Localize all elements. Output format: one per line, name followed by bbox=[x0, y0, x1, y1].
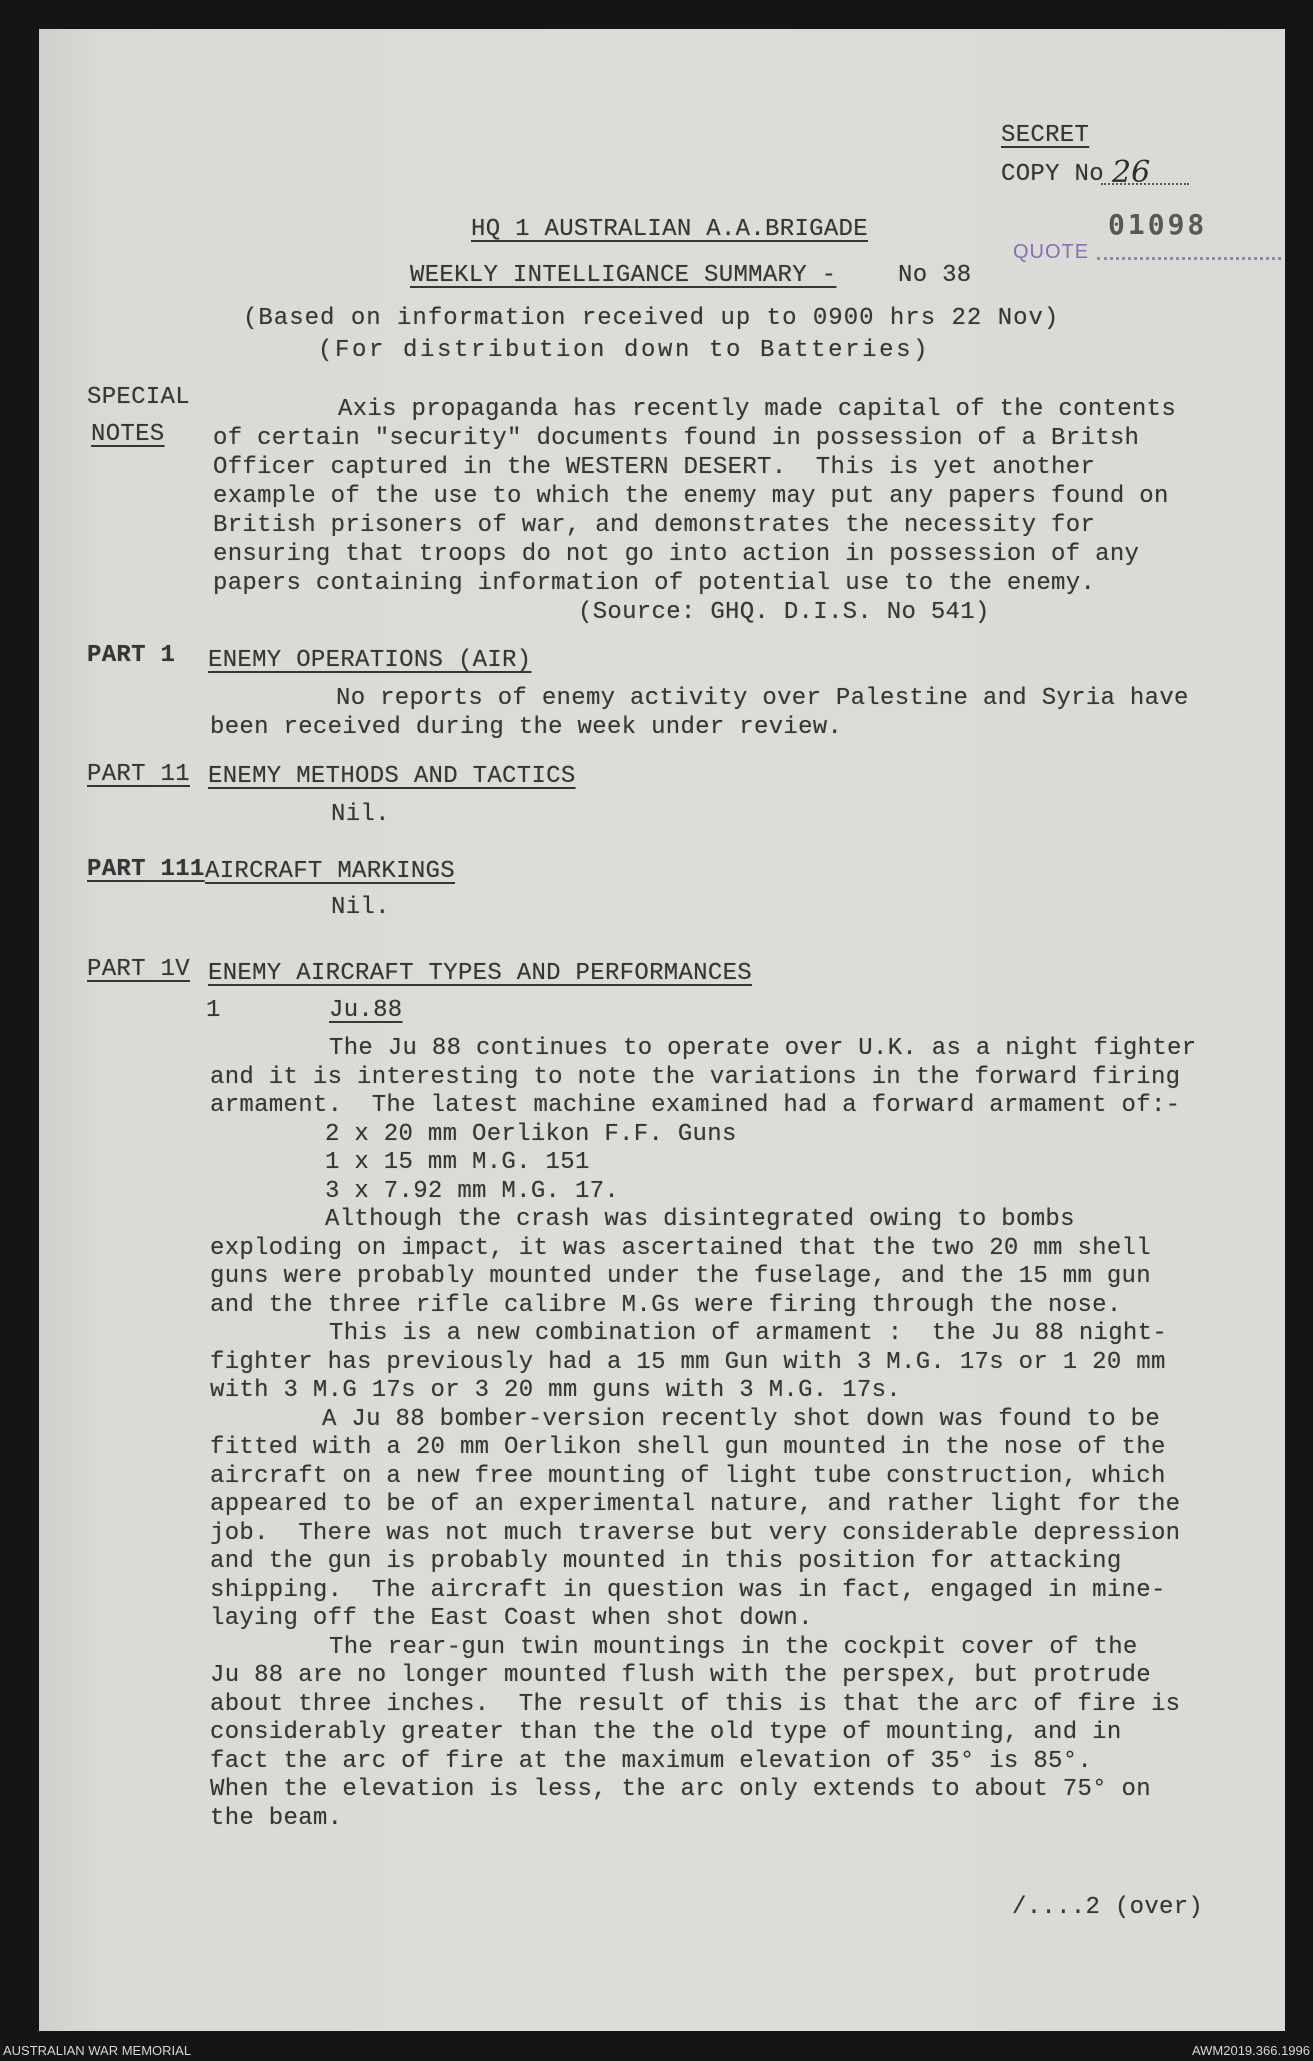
armament-list-item: 3 x 7.92 mm M.G. 17. bbox=[325, 1177, 620, 1205]
footer-accession-number: AWM2019.366.1996 bbox=[1191, 2043, 1310, 2058]
part-1-heading: ENEMY OPERATIONS (AIR) bbox=[208, 647, 532, 674]
special-notes-line: of certain "security" documents found in possession of a Britsh bbox=[213, 425, 1140, 452]
part-4-heading: ENEMY AIRCRAFT TYPES AND PERFORMANCES bbox=[208, 960, 752, 987]
part-4-line: the beam. bbox=[210, 1804, 343, 1832]
information-basis: (Based on information received up to 0900 hrs 22 Nov) bbox=[243, 305, 1060, 332]
special-notes-label-top: SPECIAL bbox=[87, 384, 190, 411]
quote-stamp-dotted-line bbox=[1097, 257, 1281, 260]
part-4-line: with 3 M.G 17s or 3 20 mm guns with 3 M.G. 17s. bbox=[210, 1377, 902, 1404]
special-notes-line: ensuring that troops do not go into action in possession of any bbox=[213, 541, 1140, 568]
part-4-line: fighter has previously had a 15 mm Gun with 3 M.G. 17s or 1 20 mm bbox=[210, 1348, 1166, 1376]
reference-number-stamp: 01098 bbox=[1108, 208, 1208, 241]
part-4-line: appeared to be of an experimental nature, and rather light for the bbox=[210, 1491, 1181, 1518]
special-notes-line: British prisoners of war, and demonstrates the necessity for bbox=[213, 512, 1096, 539]
part-4-item-number: 1 bbox=[206, 997, 221, 1024]
part-4-body bbox=[210, 1035, 1196, 1833]
part-4-line: exploding on impact, it was ascertained that the two 20 mm shell bbox=[210, 1234, 1151, 1262]
part-4-line: The Ju 88 continues to operate over U.K. as a night fighter bbox=[329, 1035, 1197, 1062]
unit-title: HQ 1 AUSTRALIAN A.A.BRIGADE bbox=[471, 216, 868, 243]
part-1-line: No reports of enemy activity over Palestine and Syria have bbox=[336, 685, 1189, 712]
part-4-line: shipping. The aircraft in question was in fact, engaged in mine- bbox=[210, 1576, 1166, 1604]
special-notes-line: Axis propaganda has recently made capital of the contents bbox=[338, 396, 1177, 423]
distribution-note: (For distribution down to Batteries) bbox=[318, 337, 931, 364]
part-3-label: PART 111 bbox=[87, 856, 205, 883]
armament-list-item: 2 x 20 mm Oerlikon F.F. Guns bbox=[325, 1120, 737, 1148]
footer-archive-name: AUSTRALIAN WAR MEMORIAL bbox=[3, 2043, 192, 2058]
part-4-line: about three inches. The result of this is that the arc of fire is bbox=[210, 1690, 1181, 1718]
special-notes-line: example of the use to which the enemy may put any papers found on bbox=[213, 483, 1169, 510]
part-1-line: been received during the week under review. bbox=[210, 714, 843, 741]
part-3-text: Nil. bbox=[331, 894, 390, 921]
part-4-line: considerably greater than the the old type of mounting, and in bbox=[210, 1719, 1122, 1746]
part-4-line: This is a new combination of armament : the Ju 88 night- bbox=[329, 1320, 1168, 1347]
special-notes-line: papers containing information of potential use to the enemy. bbox=[213, 570, 1096, 597]
part-4-line: armament. The latest machine examined had a forward armament of:- bbox=[210, 1092, 1181, 1119]
part-1-label: PART 1 bbox=[87, 642, 176, 669]
part-4-label: PART 1V bbox=[87, 956, 190, 983]
part-4-line: When the elevation is less, the arc only extends to about 75° on bbox=[210, 1776, 1151, 1803]
summary-title: WEEKLY INTELLIGANCE SUMMARY - bbox=[410, 262, 837, 289]
part-2-heading: ENEMY METHODS AND TACTICS bbox=[208, 763, 576, 790]
part-4-line: laying off the East Coast when shot down. bbox=[210, 1605, 813, 1632]
part-4-line: and it is interesting to note the variations in the forward firing bbox=[210, 1063, 1181, 1091]
part-4-line: aircraft on a new free mounting of light tube construction, which bbox=[210, 1462, 1166, 1490]
part-4-line: The rear-gun twin mountings in the cockpit cover of the bbox=[329, 1633, 1138, 1661]
armament-list-item: 1 x 15 mm M.G. 151 bbox=[325, 1149, 590, 1176]
part-4-line: fitted with a 20 mm Oerlikon shell gun mounted in the nose of the bbox=[210, 1434, 1166, 1461]
quote-stamp: QUOTE bbox=[1013, 241, 1090, 263]
copy-label: COPY No bbox=[1001, 161, 1104, 188]
part-1-body bbox=[210, 684, 1189, 742]
part-4-line: A Ju 88 bomber-version recently shot down was found to be bbox=[322, 1405, 1161, 1433]
classification-marking: SECRET bbox=[1001, 122, 1090, 149]
part-4-line: and the gun is probably mounted in this position for attacking bbox=[210, 1548, 1122, 1575]
part-4-line: and the three rifle calibre M.Gs were firing through the nose. bbox=[210, 1291, 1122, 1319]
part-4-line: Ju 88 are no longer mounted flush with the perspex, but protrude bbox=[210, 1662, 1151, 1689]
special-notes-source: (Source: GHQ. D.I.S. No 541) bbox=[578, 599, 990, 626]
page-continuation-note: /....2 (over) bbox=[1012, 1894, 1204, 1921]
special-notes-body bbox=[213, 395, 1176, 627]
copy-number: 26 bbox=[1112, 155, 1151, 190]
summary-number: No 38 bbox=[898, 262, 972, 289]
part-4-line: Although the crash was disintegrated owing to bombs bbox=[325, 1206, 1075, 1233]
part-2-text: Nil. bbox=[331, 801, 390, 828]
part-4-line: job. There was not much traverse but very considerable depression bbox=[210, 1519, 1181, 1547]
part-3-heading: AIRCRAFT MARKINGS bbox=[205, 858, 455, 885]
part-2-label: PART 11 bbox=[87, 761, 190, 788]
special-notes-label-bottom: NOTES bbox=[91, 421, 165, 448]
part-4-line: fact the arc of fire at the maximum elevation of 35° is 85°. bbox=[210, 1747, 1093, 1775]
special-notes-line: Officer captured in the WESTERN DESERT. This is yet another bbox=[213, 454, 1096, 481]
part-4-item-title: Ju.88 bbox=[329, 997, 403, 1024]
part-4-line: guns were probably mounted under the fuselage, and the 15 mm gun bbox=[210, 1263, 1151, 1290]
